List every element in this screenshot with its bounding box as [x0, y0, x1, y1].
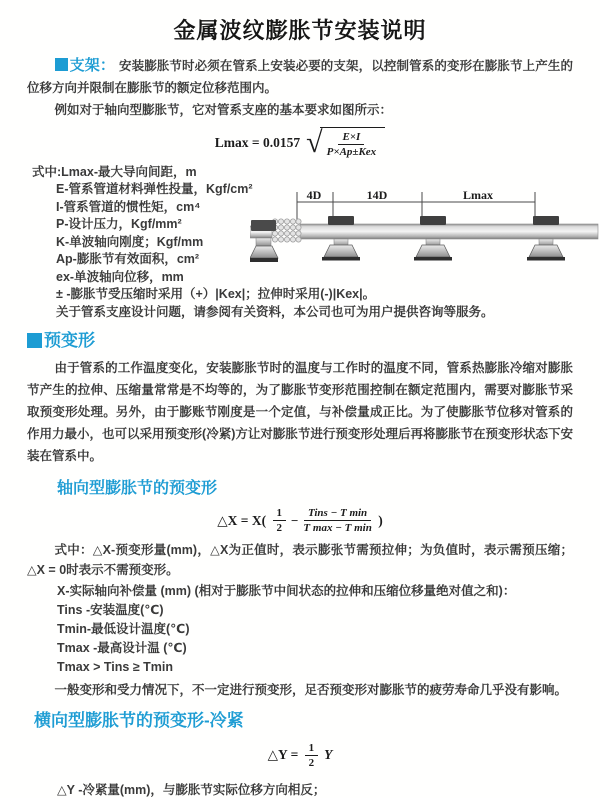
definition-line: Tins -安装温度(℃): [57, 602, 164, 617]
formula-lhs: △X = X(: [217, 512, 270, 528]
formula-lhs: △Y =: [267, 747, 302, 763]
axial-closing-line: 一般变形和受力情况下，不一定进行预变形，足否预变形对膨胀节的疲劳寿命几乎没有影响。: [54, 682, 568, 697]
axial-definition-list: [57, 582, 600, 677]
fraction-numerator: Tins − T min: [304, 506, 371, 521]
definition-line: E-管系管道材料弹性投量，Kgf/cm²: [56, 182, 253, 197]
fraction-denominator: 2: [308, 756, 315, 769]
half-fraction: [305, 741, 319, 771]
support-paragraph: [27, 55, 573, 99]
definition-line: I-管系管道的惯性矩，cm⁴: [56, 199, 201, 214]
axial-note-paragraph: 式中：△X-预变形量(mm)，△X为正值时，表示膨张节需预拉伸；为负值时，表示需预压缩；△X = 0时表示不需预变形。: [27, 542, 573, 577]
dim-label-4d: 4D: [306, 187, 322, 202]
fraction-denominator: T max − T min: [303, 522, 372, 535]
lateral-note-line: △Y -冷紧量(mm)，与膨胀节实际位移方向相反；: [57, 783, 326, 798]
definition-line: Tmax -最高设计温 (℃): [57, 640, 187, 655]
pipe: [300, 224, 598, 239]
formula-fraction: [327, 130, 377, 160]
axial-formula: [0, 506, 600, 536]
pipe-support-diagram: [250, 186, 600, 286]
minus-operator: −: [291, 512, 299, 528]
section-square-icon: [27, 333, 42, 348]
bellows-icon: [272, 218, 301, 241]
support-example-line: 例如对于轴向型膨胀节，它对管系支座的基本要求如图所示：: [54, 103, 393, 117]
formula-lhs: Lmax = 0.0157: [214, 135, 301, 151]
formula-radicand: [320, 127, 386, 160]
lateral-formula: [0, 741, 600, 771]
formula-rhs: Y: [324, 747, 333, 763]
formula-rhs: ): [374, 512, 383, 528]
fraction-denominator: P×Ap±Kex: [326, 146, 377, 159]
predeform-paragraph: 由于管系的工作温度变化，安装膨胀节时的温度与工作时的温度不同，管系热膨胀冷缩对膨胀节产生的拉伸、压缩量常常是不均等的，为了膨胀节变形范围控制在额定范围内，需要对膨胀节采取预变形处理。另外，由于膨账节刚度是一个定值，与补偿量成正比。为了使膨胀节位移对管系的作用力最小，也可以采用预变形(冷紧)方让对膨胀节进行预变形处理后再将膨胀节在预变形状态下安装在管系中。: [27, 361, 573, 464]
dim-label-14d: 14D: [366, 187, 388, 202]
fraction-numerator: E×I: [338, 130, 364, 145]
definition-line: K-单波轴向刚度；Kgf/mm: [56, 234, 204, 249]
service-note-line: 关于管系支座设计问题，请参阅有关资料，本公司也可为用户提供咨询等服务。: [56, 304, 494, 319]
definitions-and-diagram: [32, 164, 600, 322]
support-section-heading: 支架：: [69, 57, 115, 74]
page-title: 金属波纹膨胀节安装说明: [173, 18, 427, 43]
definition-line: X-实际轴向补偿量 (mm) (相对于膨胀节中间状态的拉伸和压缩位移量绝对值之和)：: [57, 583, 516, 598]
definition-line: P-设计压力，Kgf/mm²: [56, 217, 182, 232]
half-fraction: [273, 506, 287, 536]
predeform-heading-text: 预变形: [44, 331, 95, 351]
definition-line: 式中:Lmax-最大导向间距，m: [32, 164, 197, 179]
temperature-fraction: [303, 506, 371, 536]
definition-line: Tmin-最低设计温度(℃): [57, 621, 190, 636]
section-square-icon: [55, 58, 68, 71]
definition-line: ex-单波轴向位移，mm: [56, 269, 184, 284]
fraction-numerator: 1: [305, 741, 319, 756]
lateral-subtitle: 横向型膨胀节的预变形-冷紧: [34, 710, 244, 730]
dim-label-lmax: Lmax: [463, 187, 493, 202]
axial-subtitle: 轴向型膨胀节的预变形: [57, 480, 218, 498]
definition-line: Tmax > Tins ≥ Tmin: [57, 659, 174, 674]
definition-line: Ap-膨胀节有效面积，cm²: [56, 252, 200, 267]
lmax-formula: [0, 127, 600, 160]
radical-sign-icon: √: [306, 126, 323, 160]
definition-pm-line: ± -膨胀节受压缩时采用（+）|Kex|；拉伸时采用(-)|Kex|。: [56, 287, 376, 302]
predeform-section-heading: [27, 331, 600, 351]
support-body-text: 安装膨胀节时必须在管系上安装必要的支架，以控制管系的变形在膨胀节上产生的位移方向并限制在膨胀节的额定位移范围内。: [27, 59, 573, 95]
fraction-denominator: 2: [276, 522, 282, 535]
fraction-numerator: 1: [273, 506, 287, 521]
diagram-svg: [250, 186, 600, 286]
